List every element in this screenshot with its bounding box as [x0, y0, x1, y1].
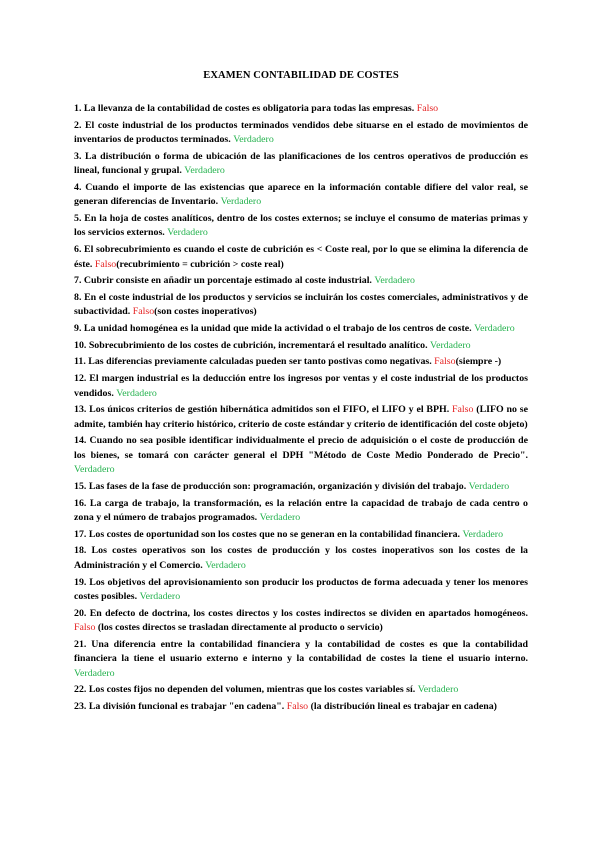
- question-text: 7. Cubrir consiste en añadir un porcentaje estimado al coste industrial.: [74, 275, 372, 287]
- answer-label: Falso: [286, 700, 309, 712]
- answer-label: Verdadero: [205, 559, 246, 571]
- question-item: [74, 181, 528, 212]
- answer-label: Falso: [452, 404, 474, 416]
- answer-label: Verdadero: [462, 528, 504, 540]
- answer-label: Verdadero: [74, 667, 115, 679]
- question-text: 11. Las diferencias previamente calculadas pueden ser tanto postivas como negativas.: [74, 356, 432, 368]
- question-item: [74, 291, 528, 322]
- answer-label: Verdadero: [167, 227, 208, 239]
- question-text: 14. Cuando no sea posible identificar individualmente el precio de adquisición o el coste de producción de los bienes, se tomará con carácter general el DPH "Método de Coste Medio Ponderado de Precio".: [74, 435, 528, 461]
- question-item: [74, 355, 528, 372]
- question-text: 12. El margen industrial es la deducción entre los ingresos por ventas y el coste industrial de los productos vendidos.: [74, 373, 528, 399]
- question-item: [74, 243, 528, 274]
- question-item: [74, 497, 528, 528]
- answer-label: Falso: [416, 103, 439, 114]
- answer-label: Verdadero: [430, 339, 471, 351]
- question-text: 22. Los costes fijos no dependen del volumen, mientras que los costes variables sí.: [74, 684, 416, 696]
- question-text: 13. Los únicos criterios de gestión hibernática admitidos son el FIFO, el LIFO y el BPH.: [74, 404, 450, 416]
- answer-label: Falso: [74, 622, 96, 634]
- question-item: [74, 274, 528, 291]
- question-text: 21. Una diferencia entre la contabilidad financiera y la contabilidad de costes es que la contabilidad financiera la tiene el usuario externo e interno y la contabilidad de costes la tiene el usuario interno.: [74, 638, 528, 665]
- answer-label: Verdadero: [259, 512, 301, 524]
- question-text: 17. Los costes de oportunidad son los costes que no se generan en la contabilidad financiera.: [74, 528, 460, 540]
- answer-label: Verdadero: [139, 590, 181, 602]
- question-item: [74, 372, 528, 403]
- question-item: [74, 102, 528, 119]
- question-item: [74, 322, 528, 339]
- question-text: 10. Sobrecubrimiento de los costes de cubrición, incrementará el resultado analítico.: [74, 339, 428, 351]
- question-item: [74, 544, 528, 575]
- question-item: [74, 339, 528, 356]
- question-item: [74, 434, 528, 480]
- answer-label: Verdadero: [374, 275, 415, 287]
- answer-label: Verdadero: [417, 684, 459, 696]
- question-text: 18. Los costes operativos son los costes de producción y los costes inoperativos son los costes de la Administración y el Comercio.: [74, 545, 528, 571]
- answer-note: (los costes directos se trasladan directamente al producto o servicio): [97, 622, 383, 634]
- question-text: 9. La unidad homogénea es la unidad que mide la actividad o el trabajo de los centros de coste.: [74, 323, 472, 335]
- question-item: [74, 607, 528, 638]
- exam-page: [74, 70, 528, 717]
- question-text: 19. Los objetivos del aprovisionamiento son producir los productos de forma adecuada y tener los menores costes posibles.: [74, 576, 528, 602]
- question-item: [74, 150, 528, 181]
- question-text: 23. La división funcional es trabajar "en cadena".: [74, 700, 285, 712]
- question-text: 5. En la hoja de costes analíticos, dentro de los costes externos; se incluye el consumo de materias primas y los servicios externos.: [74, 213, 528, 239]
- answer-label: Verdadero: [474, 323, 515, 335]
- answer-label: Verdadero: [468, 480, 510, 492]
- question-list: [74, 102, 528, 717]
- question-item: [74, 528, 528, 545]
- question-text: 6. El sobrecubrimiento es cuando el coste de cubrición es < Coste real, por lo que se elimina la diferencia de éste.: [74, 244, 528, 270]
- answer-note: (la distribución lineal es trabajar en cadena): [310, 700, 497, 712]
- answer-note: (son costes inoperativos): [154, 306, 257, 318]
- question-text: 8. En el coste industrial de los productos y servicios se incluirán los costes comerciales, administrativos y de subactividad.: [74, 291, 528, 318]
- question-text: 4. Cuando el importe de las existencias que aparece en la información contable difiere del valor real, se generan diferencias de Inventario.: [74, 181, 528, 208]
- answer-label: Verdadero: [74, 464, 115, 476]
- question-item: [74, 403, 528, 434]
- question-item: [74, 700, 528, 717]
- question-item: [74, 119, 528, 150]
- answer-label: Falso: [434, 356, 456, 368]
- page-title: EXAMEN CONTABILIDAD DE COSTES: [203, 70, 399, 81]
- question-text: 1. La llevanza de la contabilidad de costes es obligatoria para todas las empresas.: [74, 103, 415, 114]
- answer-note: (LIFO no se admite, también hay criterio histórico, criterio de coste estándar y criterio de identificación del coste objeto): [74, 404, 529, 430]
- answer-label: Verdadero: [220, 196, 262, 208]
- question-item: [74, 212, 528, 243]
- answer-label: Verdadero: [184, 165, 225, 177]
- answer-label: Falso: [132, 306, 155, 318]
- answer-label: Verdadero: [116, 387, 157, 399]
- answer-note: (recubrimiento = cubrición > coste real): [116, 258, 284, 270]
- question-text: 16. La carga de trabajo, la transformación, es la relación entre la capacidad de trabajo de cada centro o zona y el número de trabajos programados.: [74, 497, 528, 524]
- question-text: 2. El coste industrial de los productos terminados vendidos debe situarse en el estado de movimientos de inventarios de productos terminados.: [74, 119, 528, 146]
- question-text: 3. La distribución o forma de ubicación de las planificaciones de los centros operativos de producción es lineal, funcional y grupal.: [74, 150, 528, 177]
- question-item: [74, 683, 528, 700]
- question-item: [74, 480, 528, 497]
- question-text: 20. En defecto de doctrina, los costes directos y los costes indirectos se dividen en apartados homogéneos.: [74, 607, 528, 619]
- answer-note: (siempre -): [455, 356, 502, 368]
- question-item: [74, 638, 528, 684]
- answer-label: Falso: [94, 258, 117, 270]
- question-text: 15. Las fases de la fase de producción son: programación, organización y división del trabajo.: [74, 480, 467, 492]
- question-item: [74, 576, 528, 607]
- answer-label: Verdadero: [233, 134, 274, 146]
